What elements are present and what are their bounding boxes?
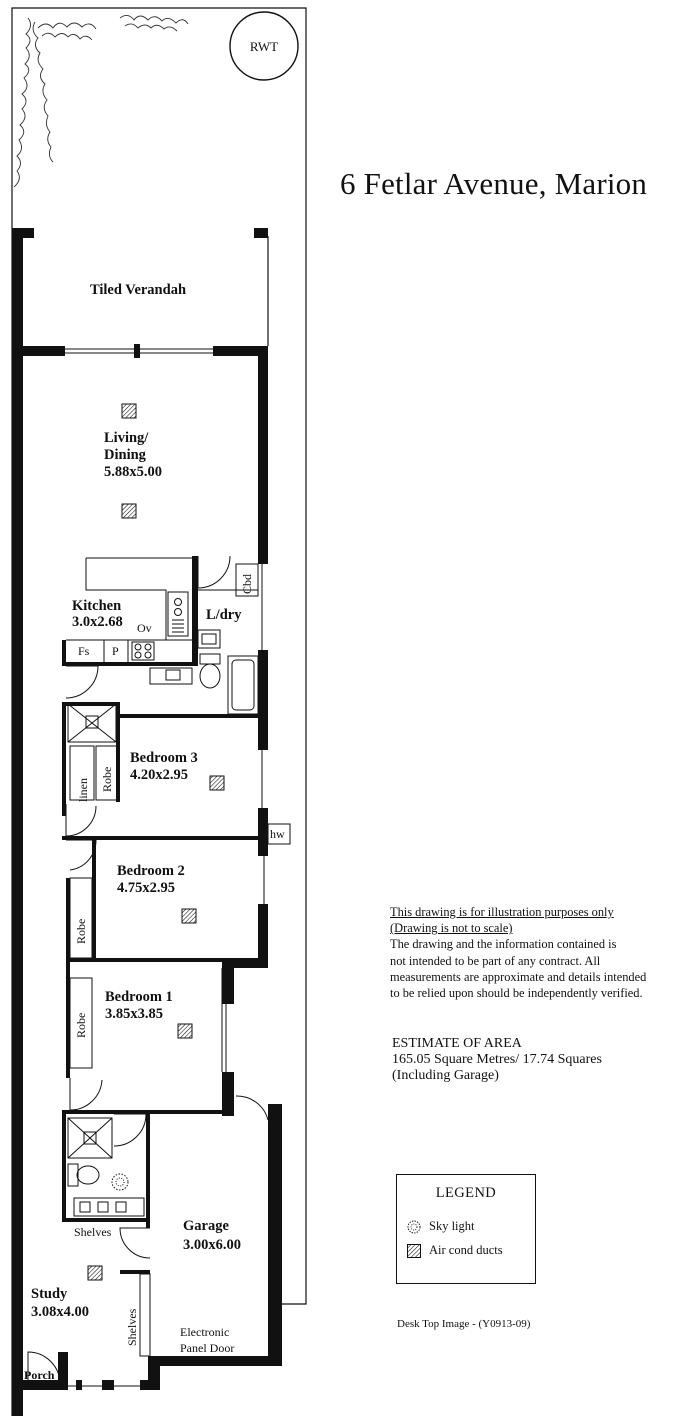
image-reference: Desk Top Image - (Y0913-09) <box>397 1318 531 1330</box>
ac-duct-icon <box>122 504 136 518</box>
oven-label: Ov <box>137 621 152 635</box>
rwt-label: RWT <box>249 39 279 54</box>
study-shelves-label: Shelves <box>125 1308 139 1346</box>
linen-label: linen <box>76 778 90 802</box>
legend-ac-label: Air cond ducts <box>429 1243 503 1257</box>
robe-bed2-label: Robe <box>74 918 88 944</box>
disclaimer-line: to be relied upon should be independently verified. <box>390 986 643 1001</box>
legend-skylight-label: Sky light <box>429 1219 475 1233</box>
legend-ac <box>407 1243 503 1258</box>
skylight-icon <box>407 1220 421 1234</box>
kitchen-size: 3.0x2.68 <box>72 614 123 630</box>
ac-duct-icon <box>210 776 224 790</box>
fixtures-outline <box>23 558 290 1386</box>
bed3-label: Bedroom 3 <box>130 750 198 766</box>
pantry-label: P <box>112 644 119 658</box>
garage-size: 3.00x6.00 <box>183 1237 241 1253</box>
garage-door-label-2: Panel Door <box>180 1341 235 1355</box>
study-size: 3.08x4.00 <box>31 1304 89 1320</box>
shelves-label: Shelves <box>74 1225 112 1239</box>
garage-door-label-1: Electronic <box>180 1325 230 1339</box>
ac-duct-icon <box>122 404 136 418</box>
verandah-label: Tiled Verandah <box>89 282 187 298</box>
disclaimer <box>390 904 690 1001</box>
living-label-1: Living/ <box>104 430 149 446</box>
ac-duct-icon <box>182 909 196 923</box>
bed1-label: Bedroom 1 <box>105 989 173 1005</box>
bed3-size: 4.20x2.95 <box>130 767 188 783</box>
property-address-title: 6 Fetlar Avenue, Marion <box>340 166 648 201</box>
robe-bed1-label: Robe <box>74 1012 88 1038</box>
disclaimer-line: not intended to be part of any contract. All <box>390 953 601 968</box>
area-heading: ESTIMATE OF AREA <box>392 1036 522 1051</box>
bed1-size: 3.85x3.85 <box>105 1006 163 1022</box>
bed2-size: 4.75x2.95 <box>117 880 175 896</box>
area-value: 165.05 Square Metres/ 17.74 Squares <box>392 1052 602 1067</box>
ac-duct-icon <box>407 1244 421 1258</box>
bed2-label: Bedroom 2 <box>117 863 185 879</box>
area-estimate <box>392 1036 602 1084</box>
disclaimer-line: (Drawing is not to scale) <box>390 921 513 936</box>
study-label: Study <box>31 1286 68 1302</box>
laundry-label: L/dry <box>206 607 242 623</box>
ac-duct-icon <box>178 1024 192 1038</box>
legend-box <box>396 1174 536 1284</box>
garden-shrubs <box>14 15 188 187</box>
skylight-icon <box>112 1174 128 1190</box>
disclaimer-line: measurements are approximate and details intended <box>390 969 647 984</box>
robe-bed3-label: Robe <box>100 766 114 792</box>
cupboard-label: Cbd <box>240 573 254 594</box>
disclaimer-line: The drawing and the information contained is <box>390 937 617 952</box>
ac-duct-icon <box>88 1266 102 1280</box>
ac-duct-markers <box>88 404 224 1280</box>
legend-skylight <box>407 1219 475 1234</box>
garage-label: Garage <box>183 1218 229 1234</box>
area-note: (Including Garage) <box>392 1068 499 1083</box>
porch-label: Porch <box>24 1368 55 1382</box>
internal-walls <box>62 556 268 1274</box>
living-size: 5.88x5.00 <box>104 464 162 480</box>
external-walls <box>12 228 282 1416</box>
hot-water-label: hw <box>270 827 285 841</box>
kitchen-label: Kitchen <box>72 598 122 614</box>
living-label-2: Dining <box>104 447 146 463</box>
fridge-space-label: Fs <box>78 644 90 658</box>
disclaimer-line: This drawing is for illustration purposes only <box>390 905 614 919</box>
legend-title: LEGEND <box>435 1185 497 1201</box>
